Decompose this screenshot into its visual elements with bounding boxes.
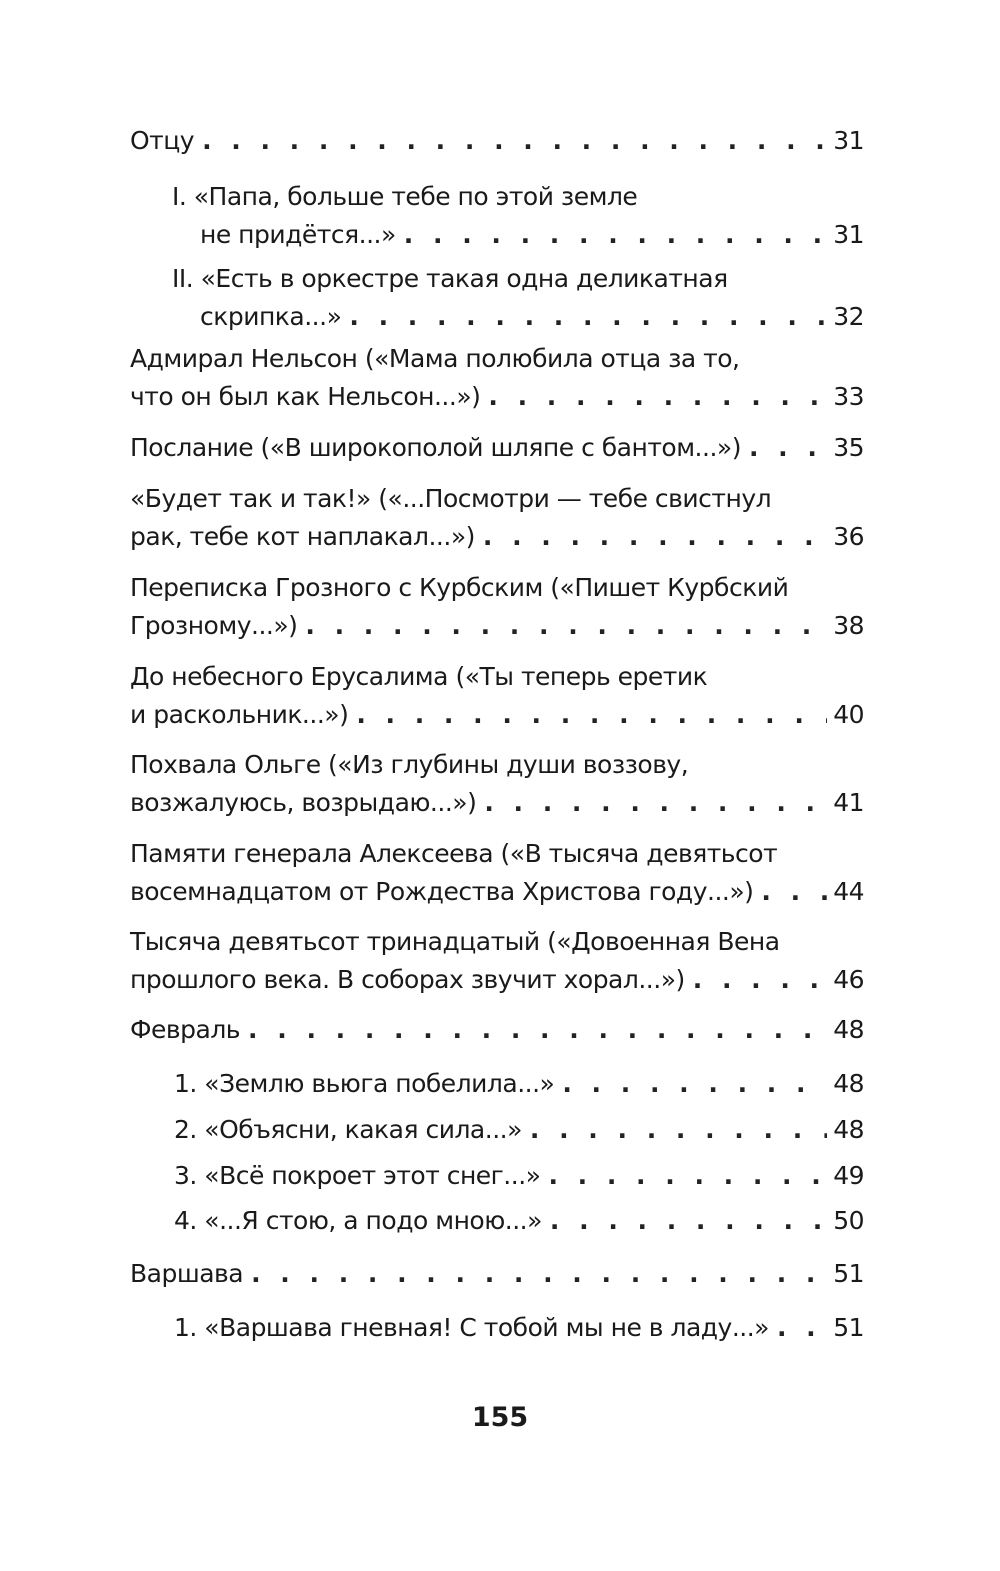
dot-leader [483,520,827,554]
toc-entry-title: Послание («В широкополой шляпе с бантом...») [130,433,741,462]
dot-leader [248,1013,827,1047]
toc-entry-page: 31 [833,220,864,249]
toc-entry-page: 50 [833,1206,864,1235]
toc-entry-title: Отцу [130,126,195,155]
toc-entry-title-cont: что он был как Нельсон...») [130,382,481,411]
dot-leader [749,431,827,465]
dot-leader [693,963,827,997]
dot-leader [349,300,827,334]
toc-entry-title: II. «Есть в оркестре такая одна деликатная [172,264,728,293]
toc-entry-title: Варшава [130,1259,244,1288]
toc-entry-title: 1. «Варшава гневная! С тобой мы не в ладу...» [174,1313,769,1342]
toc-entry-page: 36 [833,522,864,551]
toc-entry-page: 40 [833,700,864,729]
dot-leader [761,875,827,909]
toc-entry-page: 49 [833,1161,864,1190]
dot-leader [530,1113,827,1147]
toc-entry-title: Похвала Ольге («Из глубины души воззову, [130,750,689,779]
dot-leader [251,1257,827,1291]
dot-leader [305,609,827,643]
toc-entry-page: 33 [833,382,864,411]
toc-entry-page: 41 [833,788,864,817]
toc-entry-title-cont: Грозному...») [130,611,298,640]
toc-entry-page: 51 [833,1259,864,1288]
toc-entry-page: 51 [833,1313,864,1342]
dot-leader [202,124,827,158]
dot-leader [356,698,827,732]
toc-entry-title-cont: рак, тебе кот наплакал...») [130,522,475,551]
page-number: 155 [471,1402,529,1433]
toc-entry-title-cont: не придётся...» [200,220,396,249]
dot-leader [488,380,827,414]
dot-leader [550,1204,827,1238]
toc-entry-title-cont: восемнадцатом от Рождества Христова году...») [130,877,754,906]
toc-entry-title: Февраль [130,1015,241,1044]
toc-entry-title: 2. «Объясни, какая сила...» [174,1115,522,1144]
toc-entry-title-cont: возжалуюсь, возрыдаю...») [130,788,477,817]
toc-entry-title-cont: прошлого века. В соборах звучит хорал...») [130,965,685,994]
dot-leader [548,1159,827,1193]
toc-entry-title: Памяти генерала Алексеева («В тысяча девятьсот [130,839,778,868]
toc-entry-title: I. «Папа, больше тебе по этой земле [172,182,638,211]
dot-leader [562,1067,827,1101]
toc-entry-title: «Будет так и так!» («...Посмотри — тебе свистнул [130,484,772,513]
toc-entry-title: Тысяча девятьсот тринадцатый («Довоенная Вена [130,927,780,956]
toc-entry-page: 48 [833,1115,864,1144]
toc-entry-page: 46 [833,965,864,994]
toc-entry-page: 44 [833,877,864,906]
toc-entry-page: 35 [833,433,864,462]
toc-entry-page: 48 [833,1069,864,1098]
toc-entry-page: 48 [833,1015,864,1044]
toc-entry-title: Адмирал Нельсон («Мама полюбила отца за то, [130,344,740,373]
toc-entry-title: 1. «Землю вьюга побелила...» [174,1069,555,1098]
toc-entry-title-cont: и раскольник...») [130,700,349,729]
toc-entry-title-cont: скрипка...» [200,302,342,331]
dot-leader [484,786,827,820]
toc-entry-page: 38 [833,611,864,640]
toc-entry-title: До небесного Ерусалима («Ты теперь еретик [130,662,708,691]
toc-entry-title: 4. «...Я стою, а подо мною...» [174,1206,542,1235]
dot-leader [404,218,827,252]
dot-leader [777,1311,827,1345]
toc-entry-title: 3. «Всё покроет этот снег...» [174,1161,541,1190]
toc-entry-title: Переписка Грозного с Курбским («Пишет Курбский [130,573,789,602]
toc-entry-page: 32 [833,302,864,331]
toc-entry-page: 31 [833,126,864,155]
